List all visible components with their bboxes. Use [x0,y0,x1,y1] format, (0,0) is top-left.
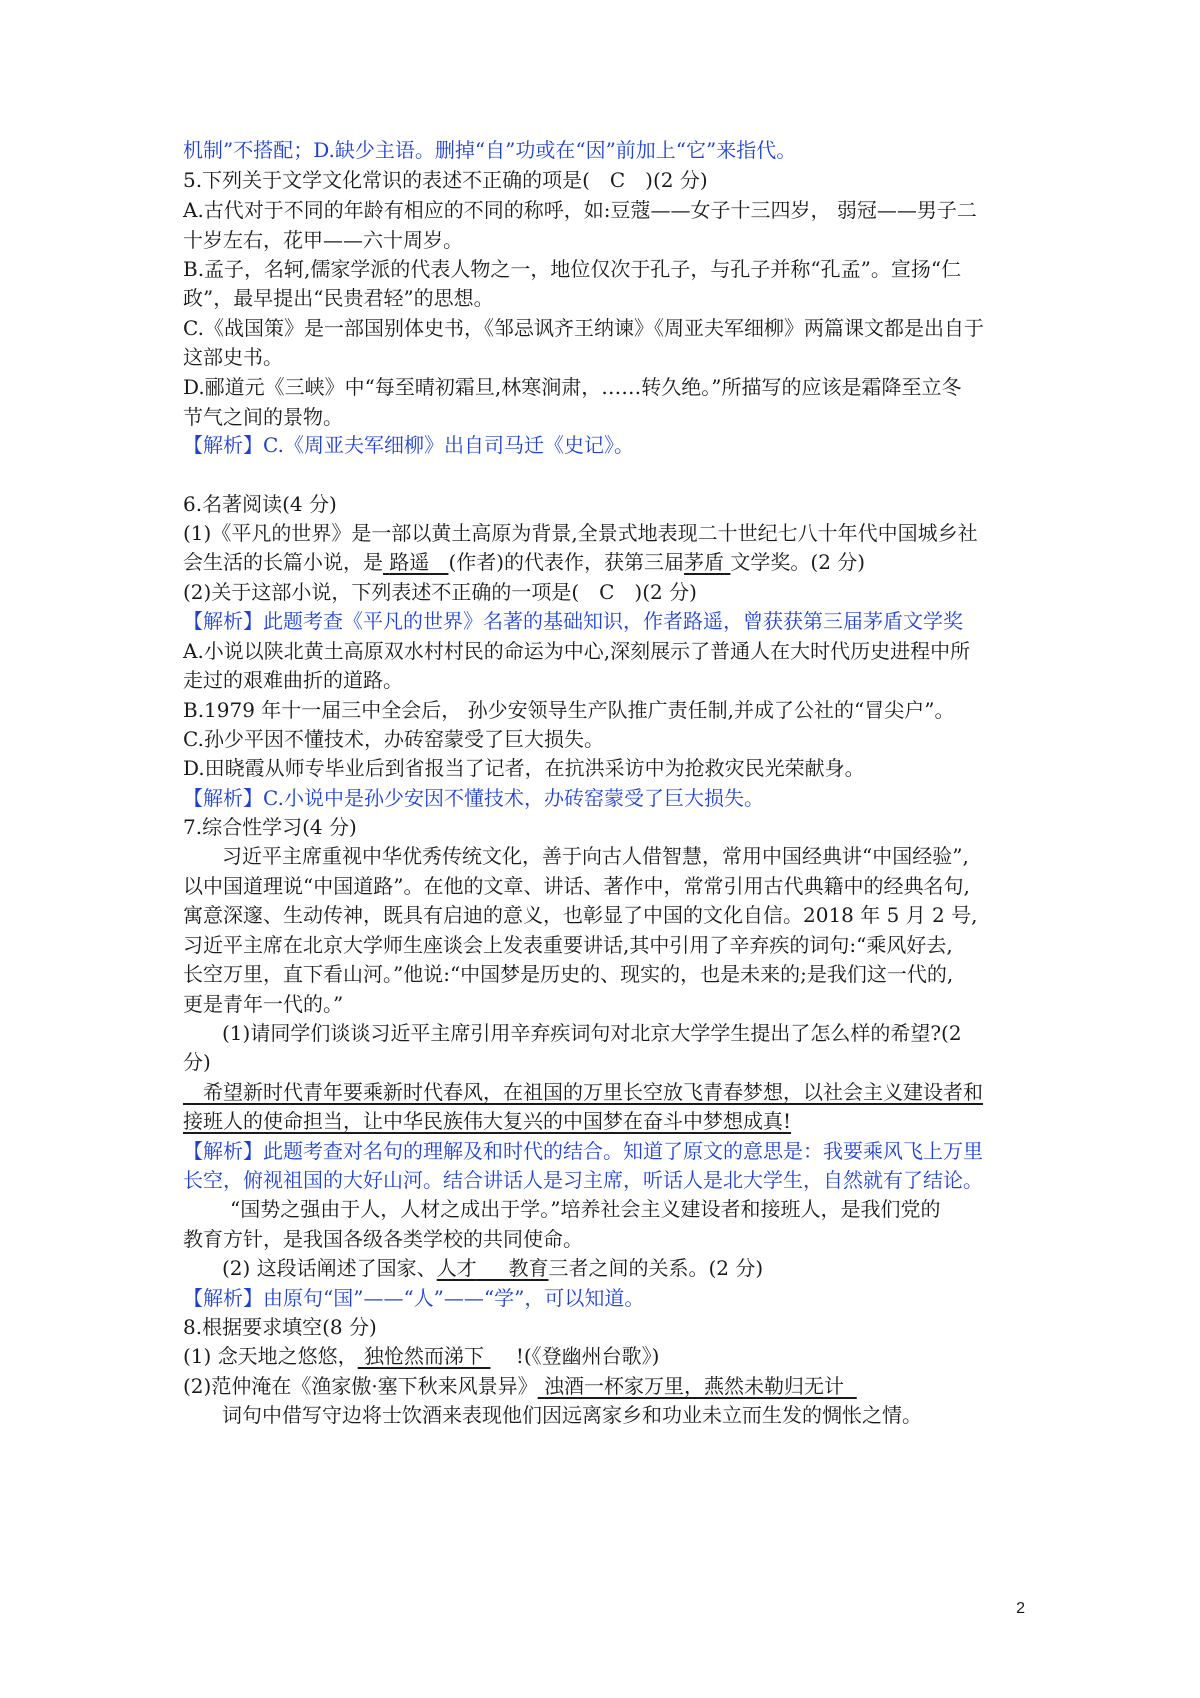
analysis-line: 【解析】此题考查《平凡的世界》名著的基础知识，作者路遥，曾获获第三届茅盾文学奖 [183,609,963,633]
analysis-line: 【解析】此题考查对名句的理解及和时代的结合。知道了原文的意思是：我要乘风飞上万里 [183,1139,983,1163]
fill-blank-line [222,1252,1072,1284]
analysis-line: 长空，俯视祖国的大好山河。结合讲话人是习主席，听话人是北大学生，自然就有了结论。 [183,1168,983,1192]
analysis-line: 【解析】C.《周亚夫军细柳》出自司马迁《史记》。 [183,433,634,457]
question-text: (1)《平凡的世界》是一部以黄土高原为背景,全景式地表现二十世纪七八十年代中国城乡社 [183,521,978,545]
page-number: 2 [1016,1600,1025,1617]
option-line: B.1979 年十一届三中全会后， 孙少安领导生产队推广责任制,并成了公社的“冒尖户”。 [183,698,955,722]
option-line: 十岁左右，花甲——六十周岁。 [183,228,463,252]
option-line: 这部史书。 [183,345,283,369]
question-7: 7.综合性学习(4 分) [183,815,357,839]
question-6: 6.名著阅读(4 分) [183,492,337,516]
analysis-line: 【解析】C.小说中是孙少安因不懂技术，办砖窑蒙受了巨大损失。 [183,786,764,810]
text-segment: 文学奖。(2 分) [730,550,866,574]
paragraph-line: 长空万里，直下看山河。”他说:“中国梦是历史的、现实的，也是未来的;是我们这一代的, [183,962,954,986]
paragraph-line: 更是青年一代的。” [183,992,344,1016]
answer-blank: 茅盾 [684,550,725,574]
paragraph-line: 习近平主席重视中华优秀传统文化，善于向古人借智慧，常用中国经典讲“中国经验”, [222,844,969,868]
option-line: A.古代对于不同的年龄有相应的不同的称呼，如:豆蔻——女子十三四岁， 弱冠——男子二 [183,198,977,222]
text-segment: (2)范仲淹在《渔家傲·塞下秋来风景异》 [183,1374,538,1398]
question-8: 8.根据要求填空(8 分) [183,1315,377,1339]
option-line: 节气之间的景物。 [183,405,343,429]
fill-blank-line [183,1370,1033,1402]
text-segment: 会生活的长篇小说，是 [183,550,383,574]
question-text: 分) [183,1050,211,1074]
answer-blank: 独怆然而涕下 [364,1344,485,1368]
question-5: 5.下列关于文学文化常识的表述不正确的项是( C )(2 分) [183,168,708,192]
option-line: 政”，最早提出“民贵君轻”的思想。 [183,286,494,310]
paragraph-line: 以中国道理说“中国道路”。在他的文章、讲话、著作中，常常引用古代典籍中的经典名句, [183,874,970,898]
fill-blank-line [183,1340,1033,1372]
option-line: C.《战国策》是一部国别体史书，《邹忌讽齐王纳谏》《周亚夫军细柳》两篇课文都是出自于 [183,316,984,340]
paragraph-line: 词句中借写守边将士饮酒来表现他们因远离家乡和功业未立而生发的惆怅之情。 [222,1403,922,1427]
paragraph-line: 教育方针，是我国各级各类学校的共同使命。 [183,1227,583,1251]
option-line: 走过的艰难曲折的道路。 [183,668,403,692]
answer-blank: 路遥 [389,550,430,574]
fill-blank-line [183,546,1033,578]
text-segment: (作者)的代表作，获第三届 [448,550,685,574]
answer-line: 希望新时代青年要乘新时代春风，在祖国的万里长空放飞青春梦想，以社会主义建设者和 [183,1080,983,1104]
text-segment: !(《登幽州台歌》) [515,1344,660,1368]
paragraph-line: “国势之强由于人，人材之成出于学。”培养社会主义建设者和接班人，是我们党的 [230,1197,941,1221]
option-line: C.孙少平因不懂技术，办砖窑蒙受了巨大损失。 [183,727,604,751]
option-line: D.田晓霞从师专毕业后到省报当了记者，在抗洪采访中为抢救灾民光荣献身。 [183,756,865,780]
option-line: B.孟子，名轲,儒家学派的代表人物之一，地位仅次于孔子，与孔子并称“孔孟”。宣扬“仁 [183,257,962,281]
answer-blank: 浊酒一杯家万里，燕然未勒归无计 [544,1374,845,1398]
option-line: A.小说以陕北黄土高原双水村村民的命运为中心,深刻展示了普通人在大时代历史进程中所 [183,639,971,663]
question-text: (1)请同学们谈谈习近平主席引用辛弃疾词句对北京大学学生提出了怎么样的希望?(2 [222,1021,962,1045]
paragraph-line: 寓意深邃、生动传神，既具有启迪的意义，也彰显了中国的文化自信。2018 年 5 月 2 号, [183,903,978,927]
paragraph-line: 习近平主席在北京大学师生座谈会上发表重要讲话,其中引用了辛弃疾的词句:“乘风好去, [183,933,953,957]
answer-line: 接班人的使命担当，让中华民族伟大复兴的中国梦在奋斗中梦想成真! [183,1109,792,1133]
text-segment: (2) 这段话阐述了国家、 [222,1256,437,1280]
text-segment: 三者之间的关系。(2 分) [548,1256,764,1280]
analysis-line: 机制”不搭配；D.缺少主语。删掉“自”功或在“因”前加上“它”来指代。 [183,138,797,162]
analysis-line: 【解析】由原句“国”——“人”——“学”，可以知道。 [183,1286,645,1310]
answer-blank: 人才 教育 [436,1256,549,1280]
text-segment: (1) 念天地之悠悠， [183,1344,358,1368]
question-text: (2)关于这部小说，下列表述不正确的一项是( C )(2 分) [183,580,697,604]
option-line: D.郦道元《三峡》中“每至晴初霜旦,林寒涧肃，……转久绝。”所描写的应该是霜降至立冬 [183,375,962,399]
